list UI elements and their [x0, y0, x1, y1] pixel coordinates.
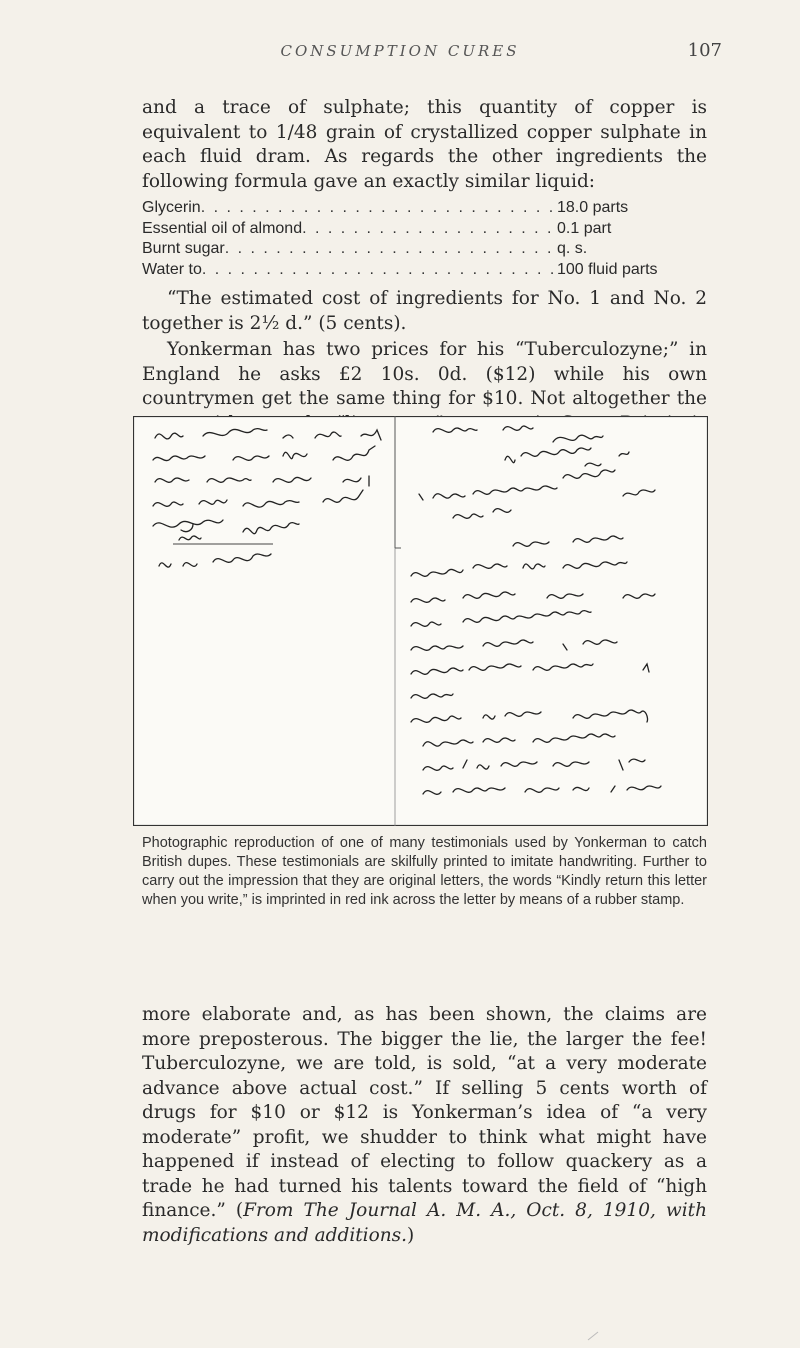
- formula-amount: 0.1 part: [557, 219, 612, 237]
- paragraph-estimated-cost: “The estimated cost of ingredients for No. 1 and No. 2 together is 2½ d.” (5 cents).: [142, 288, 707, 334]
- leader-dots: [225, 239, 557, 260]
- paragraph-copper-sulphate: and a trace of sulphate; this quantity of copper is equivalent to 1/48 grain of crystallized copper sulphate in each fluid dram. As regards the other ingredients the following formula gave an exactly similar liquid:: [142, 97, 707, 192]
- handwriting-illustration: [133, 416, 708, 826]
- paragraph-two-prices: Yonkerman has two prices for his “Tuberculozyne;” in England he asks £2 10s. 0d. ($12) while his own countrymen get the same thing for $10. Not altogether the: [142, 339, 707, 409]
- formula-row: [142, 219, 707, 240]
- formula-row: [142, 198, 707, 219]
- figure-caption: Photographic reproduction of one of many testimonials used by Yonkerman to catch British dupes. These testimonials are skilfully printed to imitate handwriting. Further to carry out the impression that they are original letters, the words “Kindly return this letter when you write,” is imprinted in red ink across the letter by means of a rubber stamp.: [142, 835, 707, 908]
- closing-paren: ): [407, 1224, 415, 1246]
- leader-dots: [302, 219, 557, 240]
- formula-row: [142, 239, 707, 260]
- page-number: 107: [687, 40, 722, 61]
- source-citation: From The Journal A. M. A., Oct. 8, 1910, with modifications and additions.: [142, 1200, 707, 1246]
- formula-list: [142, 198, 707, 280]
- paragraph-main-text: more elaborate and, as has been shown, the claims are more preposterous. The bigger the lie, the larger the fee! Tuberculozyne, we are told, is sold, “at a very moderate advance above actual cost.” If selling 5 cents worth of drugs for $10 or $12 is Yonkerman’s idea of “a very moderate” profit, we shudder to think what might have happened if instead of electing to follow quackery as a trade he had turned his talents toward the field of “high finance.” (: [142, 1004, 707, 1221]
- running-title: CONSUMPTION CURES: [280, 42, 520, 60]
- formula-amount: 18.0 parts: [557, 199, 629, 216]
- formula-row: [142, 260, 707, 281]
- formula-ingredient: Glycerin: [142, 199, 201, 216]
- formula-ingredient: Essential oil of almond: [142, 219, 303, 237]
- leader-dots: [201, 198, 557, 219]
- formula-ingredient: Water to: [142, 260, 202, 278]
- leader-dots: [202, 260, 557, 281]
- handwritten-letter-figure: [133, 416, 708, 826]
- formula-amount: 100 fluid parts: [557, 260, 658, 278]
- formula-ingredient: Burnt sugar: [142, 240, 225, 257]
- running-head: [0, 42, 800, 72]
- faint-pencil-mark: [586, 1330, 600, 1342]
- formula-amount: q. s.: [557, 240, 588, 257]
- paragraph-elaborate-claims: [142, 1003, 707, 1248]
